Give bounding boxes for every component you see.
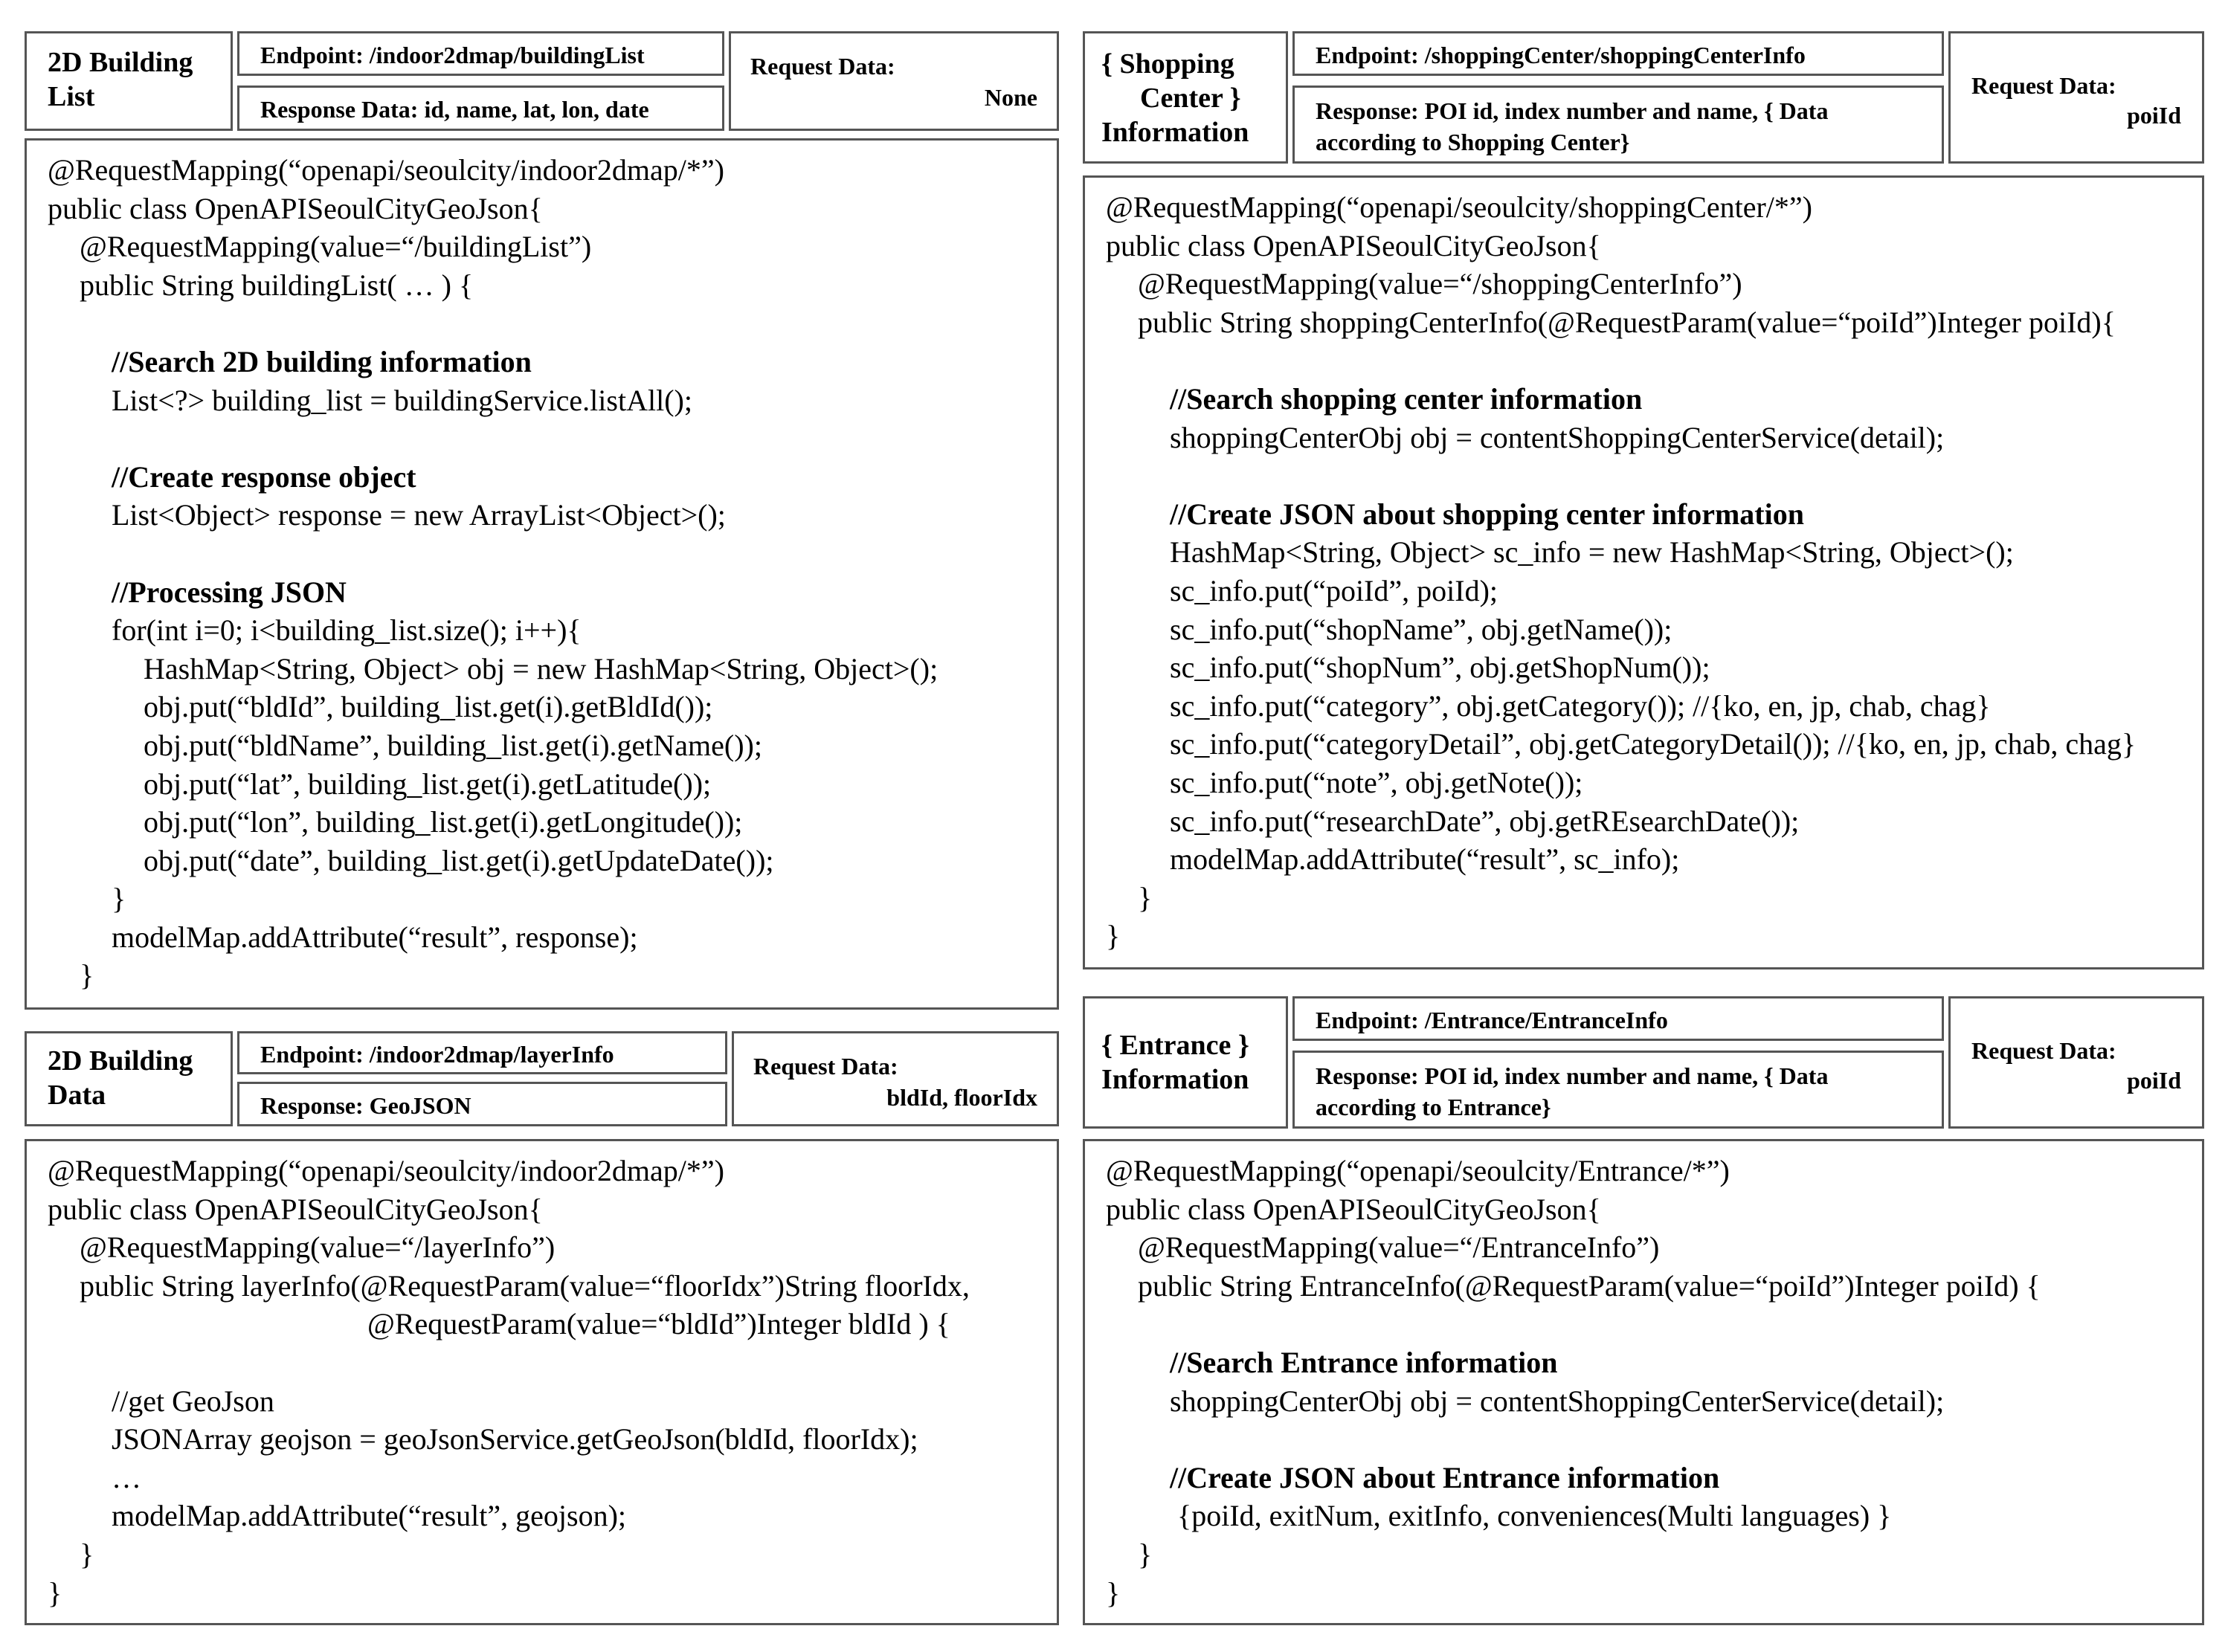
code-line: @RequestMapping(value=“/EntranceInfo”) <box>1138 1230 1660 1265</box>
code-line: } <box>80 958 94 993</box>
code-line: @RequestMapping(value=“/shoppingCenterInfo”) <box>1138 267 1742 301</box>
shopping-center-response-line-2: according to Shopping Center} <box>1316 129 1630 155</box>
building-data-request-value: bldId, floorIdx <box>886 1084 1037 1111</box>
entrance-response-box <box>1292 1051 1944 1129</box>
building-list-request-label: Request Data: <box>750 53 895 80</box>
entrance-request-box <box>1948 996 2204 1129</box>
code-line: sc_info.put(“shopName”, obj.getName()); <box>1170 612 1672 646</box>
building-data-endpoint-box <box>237 1031 727 1074</box>
building-list-title-box <box>25 31 233 131</box>
code-line <box>48 535 1057 573</box>
building-list-endpoint: Endpoint: /indoor2dmap/buildingList <box>260 42 645 68</box>
code-line: obj.put(“lon”, building_list.get(i).getLongitude()); <box>144 805 743 839</box>
code-line: public class OpenAPISeoulCityGeoJson{ <box>1106 228 1601 262</box>
code-line <box>1106 1305 2202 1343</box>
code-line: @RequestMapping(“openapi/seoulcity/Entrance/*”) <box>1106 1154 1730 1187</box>
entrance-title-line-2: Information <box>1101 1064 1249 1095</box>
entrance-response-line-2: according to Entrance} <box>1316 1094 1551 1120</box>
entrance-request-label: Request Data: <box>1971 1037 2116 1064</box>
code-line: } <box>1106 1575 1121 1610</box>
code-line: @RequestMapping(“openapi/seoulcity/indoor2dmap/*”) <box>48 153 724 187</box>
code-line: } <box>112 882 126 916</box>
shopping-center-endpoint: Endpoint: /shoppingCenter/shoppingCenterInfo <box>1316 42 1806 68</box>
shopping-center-title-line-3: Information <box>1101 117 1249 148</box>
entrance-response-line-1: Response: POI id, index number and name, { Data <box>1316 1062 1829 1089</box>
code-line: //get GeoJson <box>112 1384 274 1418</box>
code-line: //Create JSON about shopping center information <box>1170 497 1804 531</box>
code-line: for(int i=0; i<building_list.size(); i++){ <box>112 613 582 648</box>
code-line: HashMap<String, Object> obj = new HashMap<String, Object>(); <box>144 651 938 685</box>
shopping-center-title-box <box>1083 31 1288 164</box>
code-line <box>1106 341 2202 380</box>
code-line: List<Object> response = new ArrayList<Object>(); <box>112 498 726 532</box>
building-data-response: Response: GeoJSON <box>260 1092 471 1119</box>
code-line: obj.put(“lat”, building_list.get(i).getLatitude()); <box>144 767 712 801</box>
code-line: shoppingCenterObj obj = contentShoppingCenterService(detail); <box>1170 420 1945 454</box>
code-line: //Processing JSON <box>112 575 347 609</box>
code-line: @RequestMapping(value=“/layerInfo”) <box>80 1230 556 1265</box>
code-line <box>48 1343 1057 1382</box>
code-line: } <box>1138 1537 1153 1571</box>
code-line: //Search shopping center information <box>1170 381 1643 416</box>
building-list-title-line-1: 2D Building <box>48 47 193 78</box>
code-line: shoppingCenterObj obj = contentShoppingCenterService(detail); <box>1170 1384 1945 1418</box>
code-line <box>48 304 1057 343</box>
code-line: sc_info.put(“categoryDetail”, obj.getCategoryDetail()); //{ko, en, jp, chab, chag} <box>1170 727 2137 761</box>
building-data-request-label: Request Data: <box>753 1053 898 1080</box>
building-data-endpoint: Endpoint: /indoor2dmap/layerInfo <box>260 1041 614 1068</box>
code-line: public class OpenAPISeoulCityGeoJson{ <box>48 1192 543 1226</box>
code-line: HashMap<String, Object> sc_info = new HashMap<String, Object>(); <box>1170 535 2014 570</box>
entrance-title-box <box>1083 996 1288 1129</box>
shopping-center-response-line-1: Response: POI id, index number and name, { Data <box>1316 97 1829 124</box>
code-line: } <box>1138 880 1153 914</box>
shopping-center-request-value: poiId <box>2127 102 2181 129</box>
shopping-center-title-line-1: { Shopping <box>1101 48 1234 80</box>
code-line: sc_info.put(“researchDate”, obj.getREsearchDate()); <box>1170 804 1800 838</box>
code-line <box>48 419 1057 458</box>
code-line: sc_info.put(“note”, obj.getNote()); <box>1170 765 1583 799</box>
code-line: //Search 2D building information <box>112 344 532 378</box>
code-line: obj.put(“date”, building_list.get(i).getUpdateDate()); <box>144 843 774 877</box>
code-line: {poiId, exitNum, exitInfo, conveniences(Multi languages) } <box>1170 1499 1892 1533</box>
code-line: @RequestMapping(“openapi/seoulcity/indoor2dmap/*”) <box>48 1154 724 1187</box>
code-line: @RequestMapping(value=“/buildingList”) <box>80 230 592 264</box>
shopping-center-code-box <box>1083 175 2204 969</box>
code-line: JSONArray geojson = geoJsonService.getGeoJson(bldId, floorIdx); <box>112 1422 918 1456</box>
entrance-title-line-1: { Entrance } <box>1101 1030 1249 1061</box>
building-list-response: Response Data: id, name, lat, lon, date <box>260 96 649 123</box>
entrance-code-box <box>1083 1139 2204 1625</box>
code-line: sc_info.put(“category”, obj.getCategory()); //{ko, en, jp, chab, chag} <box>1170 688 1991 723</box>
code-line: public class OpenAPISeoulCityGeoJson{ <box>1106 1192 1601 1226</box>
shopping-center-title-line-2: Center } <box>1140 83 1241 114</box>
code-line: @RequestMapping(“openapi/seoulcity/shoppingCenter/*”) <box>1106 190 1812 224</box>
shopping-center-request-box <box>1948 31 2204 164</box>
building-data-title-line-2: Data <box>48 1080 106 1111</box>
shopping-center-endpoint-box <box>1292 31 1944 76</box>
code-line: … <box>112 1460 141 1494</box>
building-data-request-box <box>732 1031 1059 1126</box>
building-list-endpoint-box <box>237 31 724 76</box>
code-line: List<?> building_list = buildingService.listAll(); <box>112 383 692 417</box>
entrance-endpoint: Endpoint: /Entrance/EntranceInfo <box>1316 1007 1668 1033</box>
code-line: public String shoppingCenterInfo(@RequestParam(value=“poiId”)Integer poiId){ <box>1138 305 2116 339</box>
entrance-request-value: poiId <box>2127 1067 2181 1094</box>
code-line: //Create response object <box>112 459 416 494</box>
entrance-endpoint-box <box>1292 996 1944 1041</box>
code-line: //Create JSON about Entrance information <box>1170 1460 1720 1494</box>
code-line: public String EntranceInfo(@RequestParam(value=“poiId”)Integer poiId) { <box>1138 1268 2041 1303</box>
code-line: } <box>80 1537 94 1571</box>
code-line: public class OpenAPISeoulCityGeoJson{ <box>48 191 543 225</box>
code-line: modelMap.addAttribute(“result”, response); <box>112 920 638 954</box>
code-line: sc_info.put(“poiId”, poiId); <box>1170 573 1498 607</box>
building-list-title-line-2: List <box>48 81 95 112</box>
code-line: } <box>1106 919 1121 953</box>
building-list-code-box <box>25 138 1059 1010</box>
code-line: obj.put(“bldName”, building_list.get(i).getName()); <box>144 728 762 762</box>
code-line: modelMap.addAttribute(“result”, sc_info); <box>1170 842 1680 877</box>
shopping-center-response-box <box>1292 85 1944 164</box>
code-line: sc_info.put(“shopNum”, obj.getShopNum()); <box>1170 651 1710 685</box>
code-line <box>1106 456 2202 495</box>
building-data-title-box <box>25 1031 233 1126</box>
shopping-center-request-label: Request Data: <box>1971 72 2116 99</box>
building-list-request-value: None <box>984 84 1037 111</box>
code-line <box>1106 1420 2202 1459</box>
code-line: } <box>48 1575 62 1610</box>
code-line: //Search Entrance information <box>1170 1345 1558 1379</box>
building-list-response-box <box>237 85 724 131</box>
code-line: modelMap.addAttribute(“result”, geojson); <box>112 1499 627 1533</box>
code-line: public String buildingList( … ) { <box>80 268 474 302</box>
building-list-request-box <box>729 31 1059 131</box>
code-line: obj.put(“bldId”, building_list.get(i).getBldId()); <box>144 690 713 724</box>
building-data-code-box <box>25 1139 1059 1625</box>
code-line: public String layerInfo(@RequestParam(value=“floorIdx”)String floorIdx, <box>80 1268 970 1303</box>
building-data-response-box <box>237 1082 727 1126</box>
code-line: @RequestParam(value=“bldId”)Integer bldId ) { <box>367 1307 950 1341</box>
building-data-title-line-1: 2D Building <box>48 1045 193 1077</box>
